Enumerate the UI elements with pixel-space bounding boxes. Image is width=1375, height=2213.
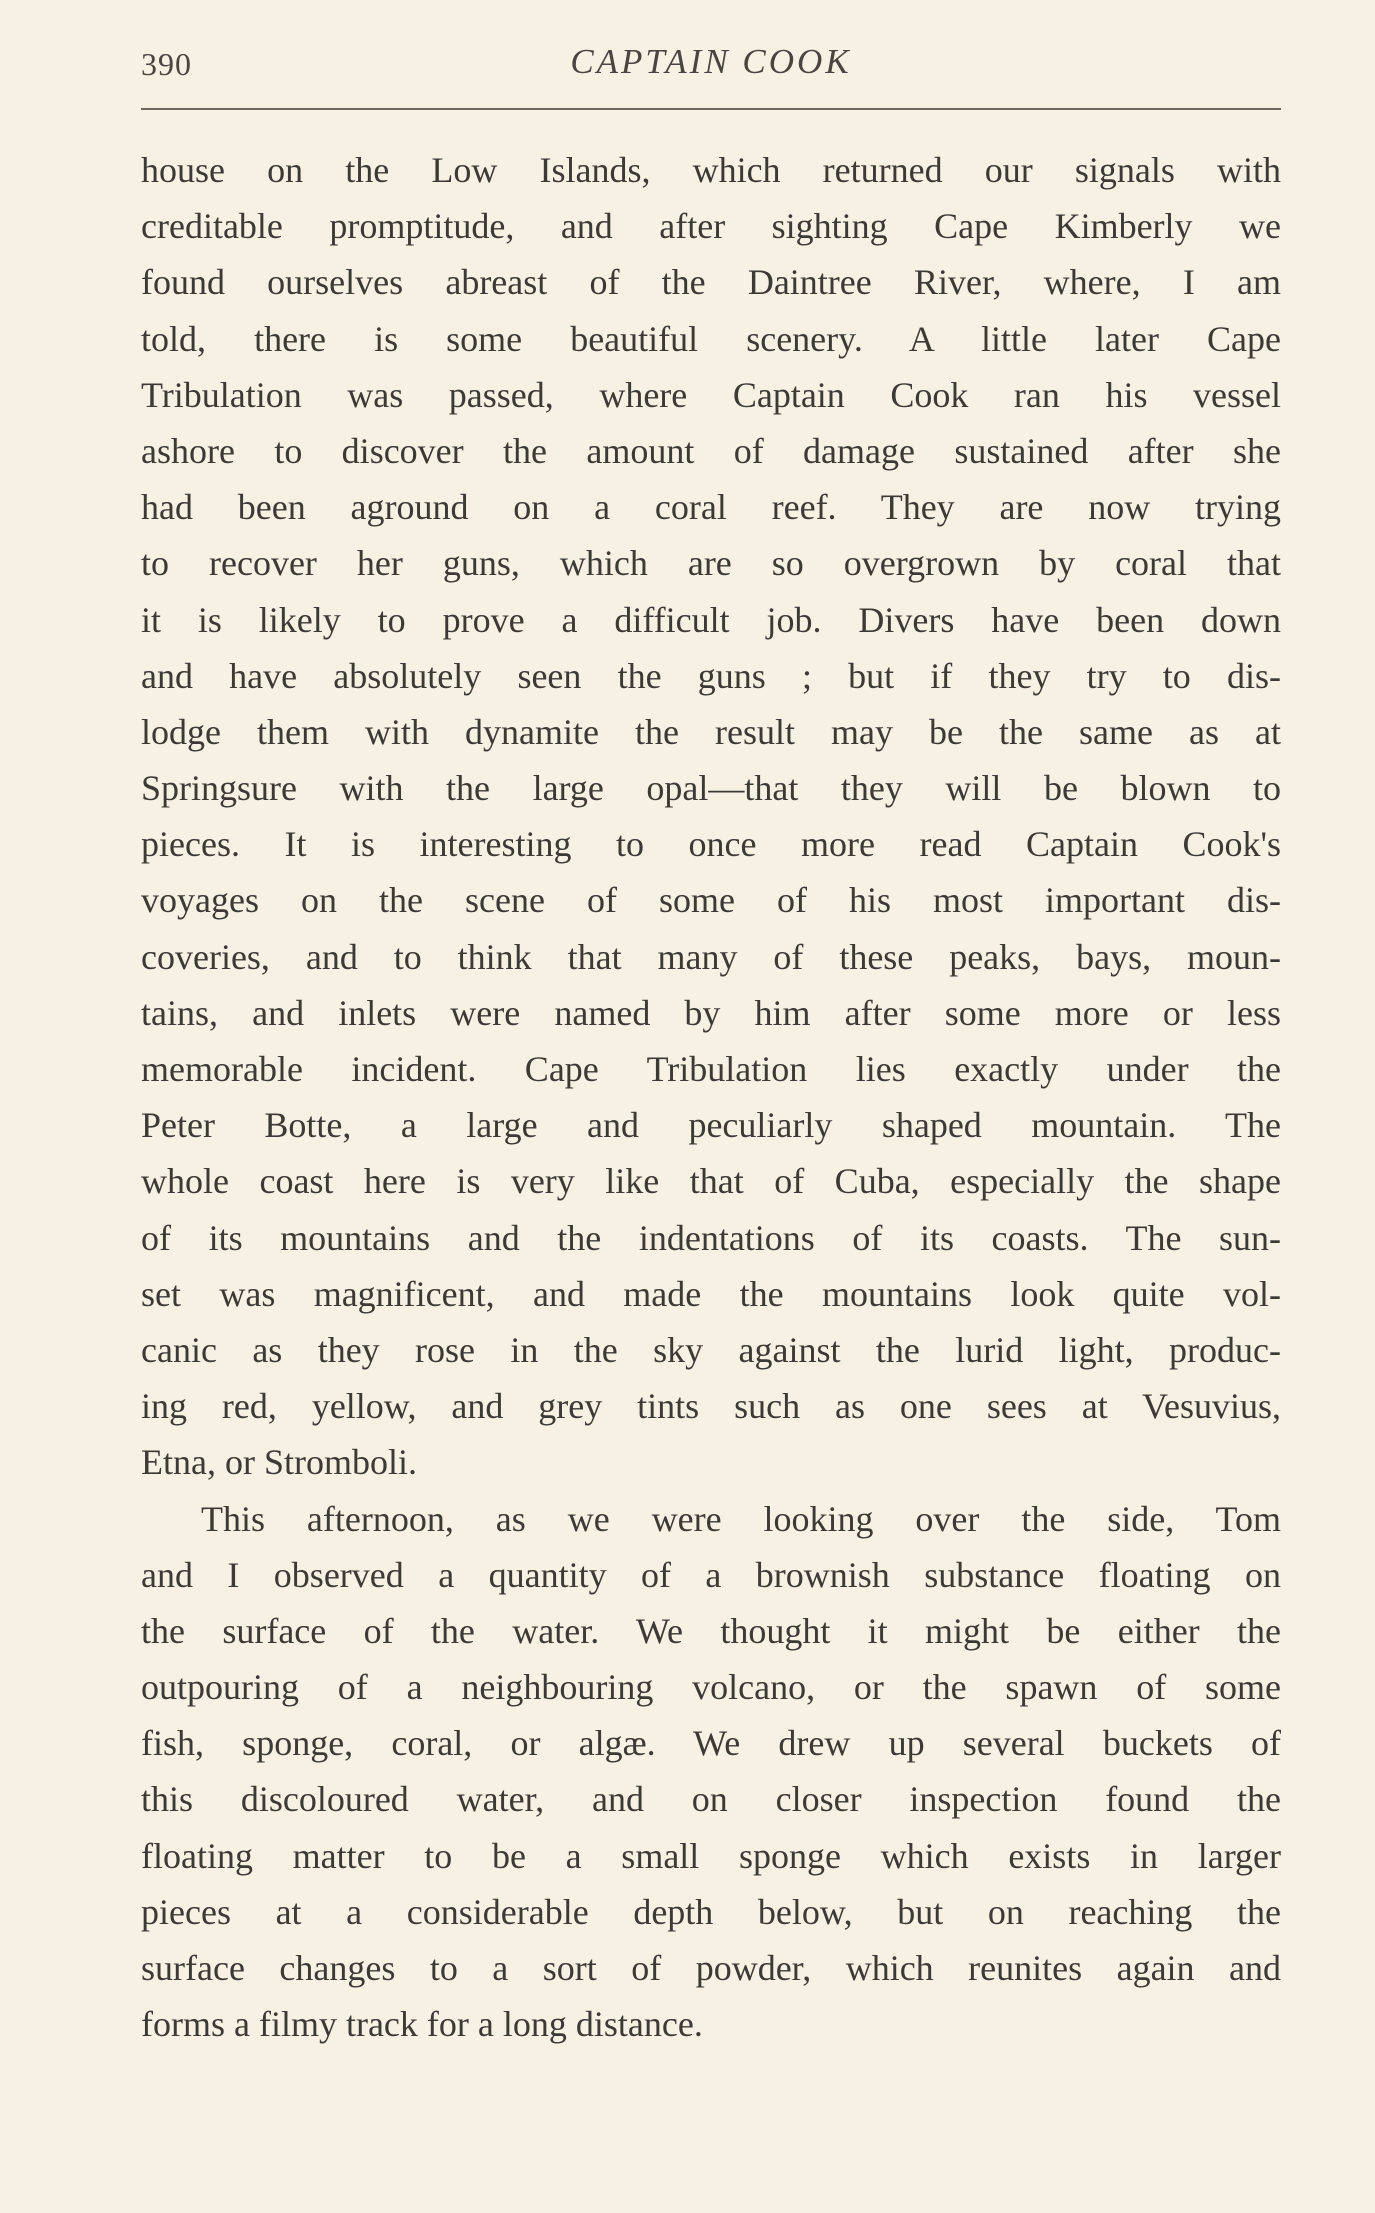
text-line: told, there is some beautiful scenery. A little later Cape	[141, 318, 1281, 359]
text-line: and I observed a quantity of a brownish substance floating on	[141, 1554, 1281, 1595]
text-line: voyages on the scene of some of his most important dis-	[141, 880, 1281, 921]
text-line: creditable promptitude, and after sighting Cape Kimberly we	[141, 206, 1281, 247]
text-line: canic as they rose in the sky against the lurid light, produc-	[141, 1329, 1281, 1370]
running-head	[141, 40, 1281, 96]
text-line: surface changes to a sort of powder, which reunites again and	[141, 1948, 1281, 1988]
text-line: memorable incident. Cape Tribulation lies exactly under the	[141, 1049, 1281, 1089]
text-line: of its mountains and the indentations of its coasts. The sun-	[141, 1217, 1281, 1258]
text-line: This afternoon, as we were looking over the side, Tom	[201, 1498, 1281, 1539]
text-line: house on the Low Islands, which returned our signals with	[141, 150, 1281, 190]
text-line: the surface of the water. We thought it might be either the	[141, 1610, 1281, 1651]
paragraph-1	[141, 142, 1281, 1491]
running-title: CAPTAIN COOK	[570, 42, 852, 81]
text-line: Tribulation was passed, where Captain Cook ran his vessel	[141, 374, 1281, 415]
text-line: Peter Botte, a large and peculiarly shaped mountain. The	[141, 1105, 1281, 1146]
text-line: and have absolutely seen the guns ; but if they try to dis-	[141, 655, 1281, 696]
text-line: coveries, and to think that many of these peaks, bays, moun-	[141, 936, 1281, 977]
text-line: floating matter to be a small sponge which exists in larger	[141, 1835, 1281, 1876]
text-line: tains, and inlets were named by him after some more or less	[141, 992, 1281, 1033]
body-text	[141, 142, 1281, 2052]
text-line: whole coast here is very like that of Cuba, especially the shape	[141, 1161, 1281, 1202]
header-rule	[141, 108, 1281, 110]
page-number: 390	[141, 46, 192, 82]
text-line: forms a filmy track for a long distance.	[141, 2004, 703, 2045]
text-line: pieces at a considerable depth below, but on reaching the	[141, 1891, 1281, 1932]
text-line: it is likely to prove a difficult job. Divers have been down	[141, 599, 1281, 640]
text-line: Springsure with the large opal—that they will be blown to	[141, 768, 1281, 809]
text-line: fish, sponge, coral, or algæ. We drew up several buckets of	[141, 1723, 1281, 1764]
text-line: had been aground on a coral reef. They are now trying	[141, 487, 1281, 528]
text-line: lodge them with dynamite the result may be the same as at	[141, 711, 1281, 752]
text-line: set was magnificent, and made the mountains look quite vol-	[141, 1273, 1281, 1314]
paragraph-2	[141, 1491, 1281, 2053]
text-line: this discoloured water, and on closer inspection found the	[141, 1779, 1281, 1820]
text-line: ing red, yellow, and grey tints such as one sees at Vesuvius,	[141, 1386, 1281, 1427]
text-line: ashore to discover the amount of damage sustained after she	[141, 430, 1281, 471]
text-line: to recover her guns, which are so overgrown by coral that	[141, 543, 1281, 584]
text-line: pieces. It is interesting to once more read Captain Cook's	[141, 824, 1281, 865]
text-line: outpouring of a neighbouring volcano, or the spawn of some	[141, 1667, 1281, 1708]
text-line: found ourselves abreast of the Daintree River, where, I am	[141, 262, 1281, 303]
text-line: Etna, or Stromboli.	[141, 1442, 417, 1483]
